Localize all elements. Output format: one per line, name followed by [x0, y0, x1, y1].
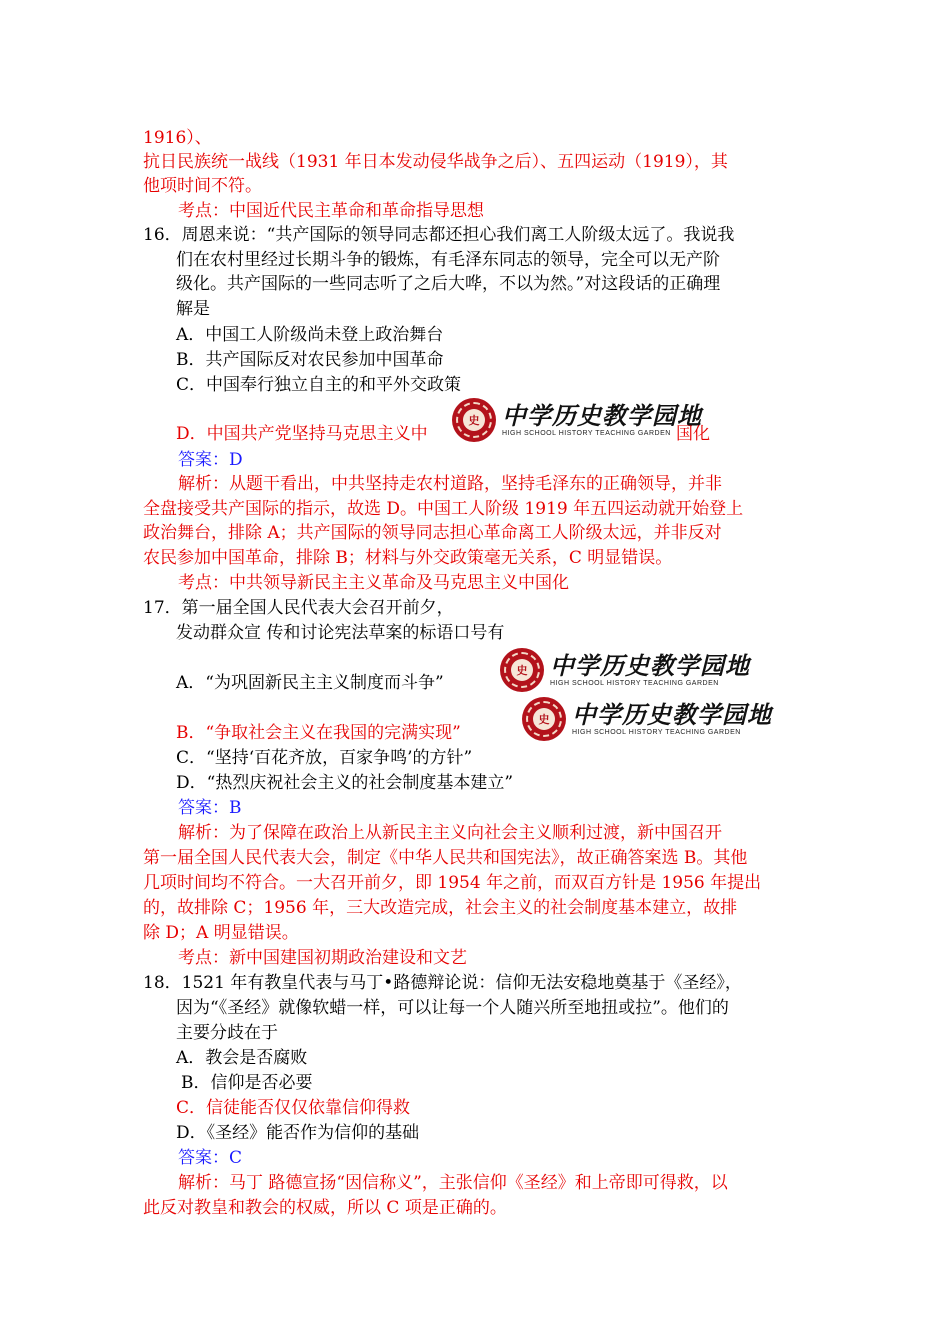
text-line: 他项时间不符。	[143, 176, 262, 196]
answer: 答案：D	[178, 450, 243, 470]
option-c: C．信徒能否仅仅依靠信仰得救	[176, 1098, 411, 1118]
seal-icon: 史	[500, 648, 544, 692]
seal-icon: 史	[522, 697, 566, 741]
option-a: A．中国工人阶级尚未登上政治舞台	[176, 325, 444, 345]
option-a: A．“为巩固新民主主义制度而斗争”	[176, 673, 444, 693]
text-line: 1916）、	[143, 128, 212, 148]
logo-title: 中学历史教学园地	[502, 401, 702, 430]
explanation: 解析：为了保障在政治上从新民主主义向社会主义顺利过渡，新中国召开	[178, 823, 722, 843]
key-point: 考点：新中国建国初期政治建设和文艺	[178, 948, 467, 968]
option-c: C．“坚持‘百花齐放，百家争鸣’的方针”	[176, 748, 473, 768]
text-line: 因为“《圣经》就像软蜡一样，可以让每一个人随兴所至地扭或拉”。他们的	[176, 998, 729, 1018]
explanation: 解析：从题干看出，中共坚持走农村道路，坚持毛泽东的正确领导，并非	[178, 474, 722, 494]
option-d: D．中国共产党坚持马克思主义中	[176, 424, 428, 444]
text-line: 农民参加中国革命，排除 B；材料与外交政策毫无关系，C 明显错误。	[143, 548, 673, 568]
text-line: 级化。共产国际的一些同志听了之后大哗，不以为然。”对这段话的正确理	[176, 274, 721, 294]
watermark-logo	[500, 648, 750, 692]
logo-subtitle: HIGH SCHOOL HISTORY TEACHING GARDEN	[502, 429, 671, 437]
logo-subtitle: HIGH SCHOOL HISTORY TEACHING GARDEN	[572, 728, 741, 736]
option-b: B．“争取社会主义在我国的完满实现”	[176, 723, 461, 743]
option-d: D．《圣经》能否作为信仰的基础	[176, 1123, 420, 1143]
question-17: 17．第一届全国人民代表大会召开前夕，	[143, 598, 454, 618]
text-line: 主要分歧在于	[176, 1023, 278, 1043]
text-line: 们在农村里经过长期斗争的锻炼，有毛泽东同志的领导，完全可以无产阶	[176, 250, 720, 270]
text-line: 此反对教皇和教会的权威，所以 C 项是正确的。	[143, 1198, 507, 1218]
option-d: D．“热烈庆祝社会主义的社会制度基本建立”	[176, 773, 514, 793]
text-line: 抗日民族统一战线（1931 年日本发动侵华战争之后）、五四运动（1919），其	[143, 152, 728, 172]
logo-title: 中学历史教学园地	[572, 700, 772, 729]
text-line: 几项时间均不符合。一大召开前夕，即 1954 年之前，而双百方针是 1956 年提出	[143, 873, 762, 893]
logo-subtitle: HIGH SCHOOL HISTORY TEACHING GARDEN	[550, 679, 719, 687]
text-line: 考点：中国近代民主革命和革命指导思想	[178, 201, 484, 221]
key-point: 考点：中共领导新民主主义革命及马克思主义中国化	[178, 573, 569, 593]
watermark-logo	[522, 697, 772, 741]
text-line: 第一届全国人民代表大会，制定《中华人民共和国宪法》，故正确答案选 B。其他	[143, 848, 748, 868]
watermark-logo	[452, 398, 702, 442]
explanation: 解析：马丁 路德宣扬“因信称义”，主张信仰《圣经》和上帝即可得救，以	[178, 1173, 728, 1193]
option-b: B．共产国际反对农民参加中国革命	[176, 350, 444, 370]
option-b: B．信仰是否必要	[181, 1073, 313, 1093]
answer: 答案：C	[178, 1148, 243, 1168]
question-16: 16．周恩来说：“共产国际的领导同志都还担心我们离工人阶级太远了。我说我	[143, 225, 735, 245]
text-line: 除 D；A 明显错误。	[143, 923, 299, 943]
question-18: 18．1521 年有教皇代表与马丁•路德辩论说：信仰无法安稳地奠基于《圣经》，	[143, 973, 742, 993]
seal-icon: 史	[452, 398, 496, 442]
text-line: 的，故排除 C；1956 年，三大改造完成，社会主义的社会制度基本建立，故排	[143, 898, 738, 918]
option-d-tail: 国化	[676, 424, 710, 444]
text-line: 政治舞台，排除 A；共产国际的领导同志担心革命离工人阶级太远，并非反对	[143, 523, 722, 543]
logo-title: 中学历史教学园地	[550, 651, 750, 680]
text-line: 解是	[176, 299, 210, 319]
text-line: 发动群众宣 传和讨论宪法草案的标语口号有	[176, 623, 505, 643]
option-c: C．中国奉行独立自主的和平外交政策	[176, 375, 462, 395]
option-a: A．教会是否腐败	[176, 1048, 308, 1068]
answer: 答案：B	[178, 798, 242, 818]
text-line: 全盘接受共产国际的指示，故选 D。中国工人阶级 1919 年五四运动就开始登上	[143, 499, 744, 519]
